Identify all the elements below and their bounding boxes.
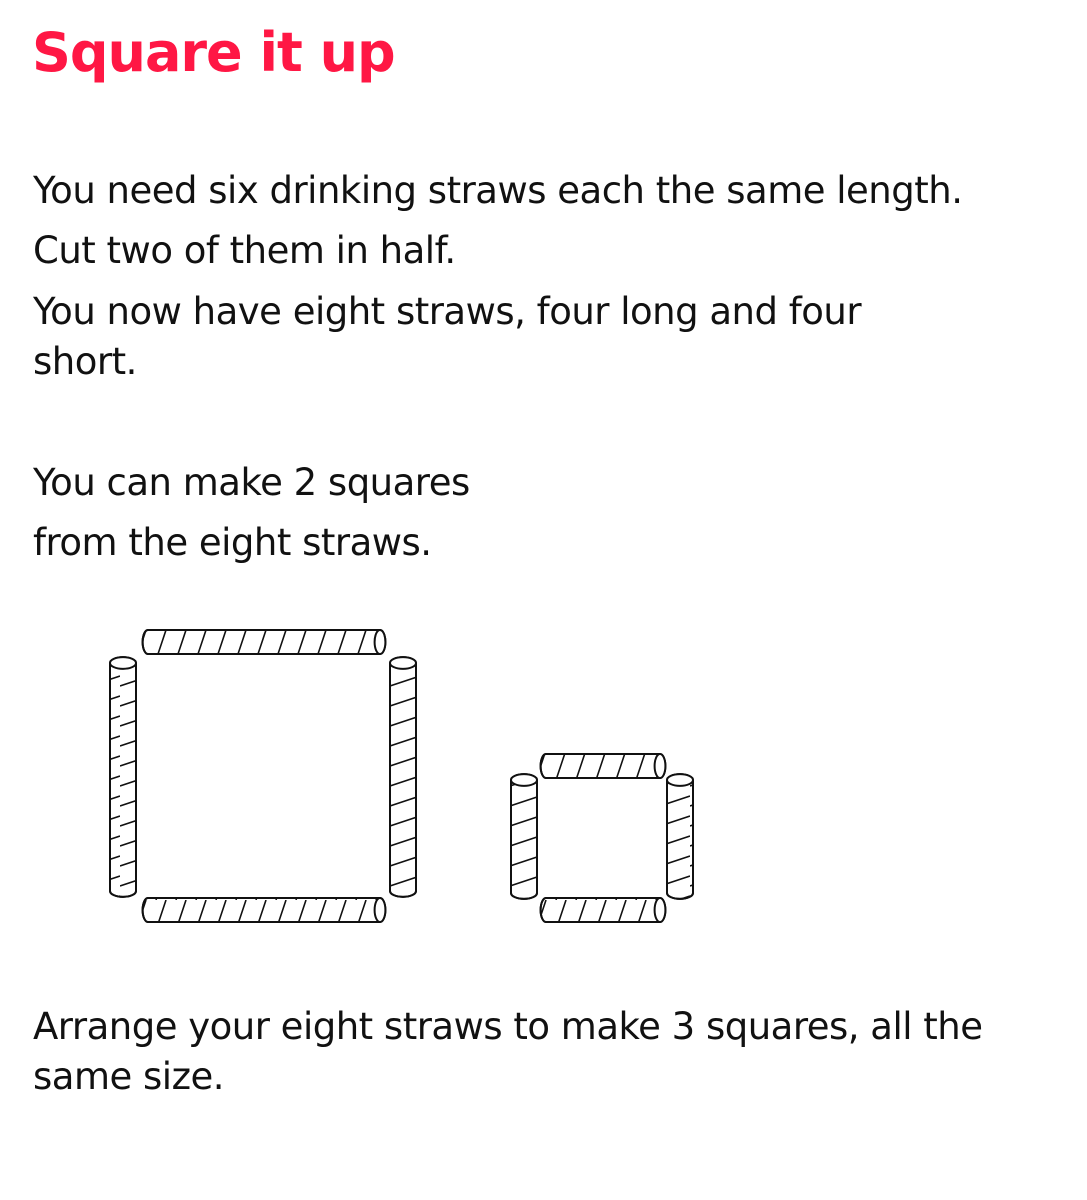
large-square <box>110 630 416 922</box>
straw-short-bottom <box>541 898 666 922</box>
straw-short-top <box>541 754 666 778</box>
small-square <box>511 754 693 922</box>
straw-short-right <box>667 774 693 899</box>
example-line-1: You can make 2 squares <box>33 461 470 504</box>
task-text: Arrange your eight straws to make 3 squares, all the same size. <box>33 1005 983 1098</box>
straw-long-left <box>110 657 136 897</box>
page-title: Square it up <box>32 21 395 84</box>
example-line-2: from the eight straws. <box>33 521 432 564</box>
straw-long-right <box>390 657 416 897</box>
straw-long-bottom <box>143 898 386 922</box>
instruction-line-3: You now have eight straws, four long and four short. <box>33 290 862 383</box>
instruction-line-1: You need six drinking straws each the same length. <box>33 169 963 212</box>
straw-short-left <box>511 774 537 899</box>
instruction-line-2: Cut two of them in half. <box>33 229 456 272</box>
straw-long-top <box>143 630 386 654</box>
